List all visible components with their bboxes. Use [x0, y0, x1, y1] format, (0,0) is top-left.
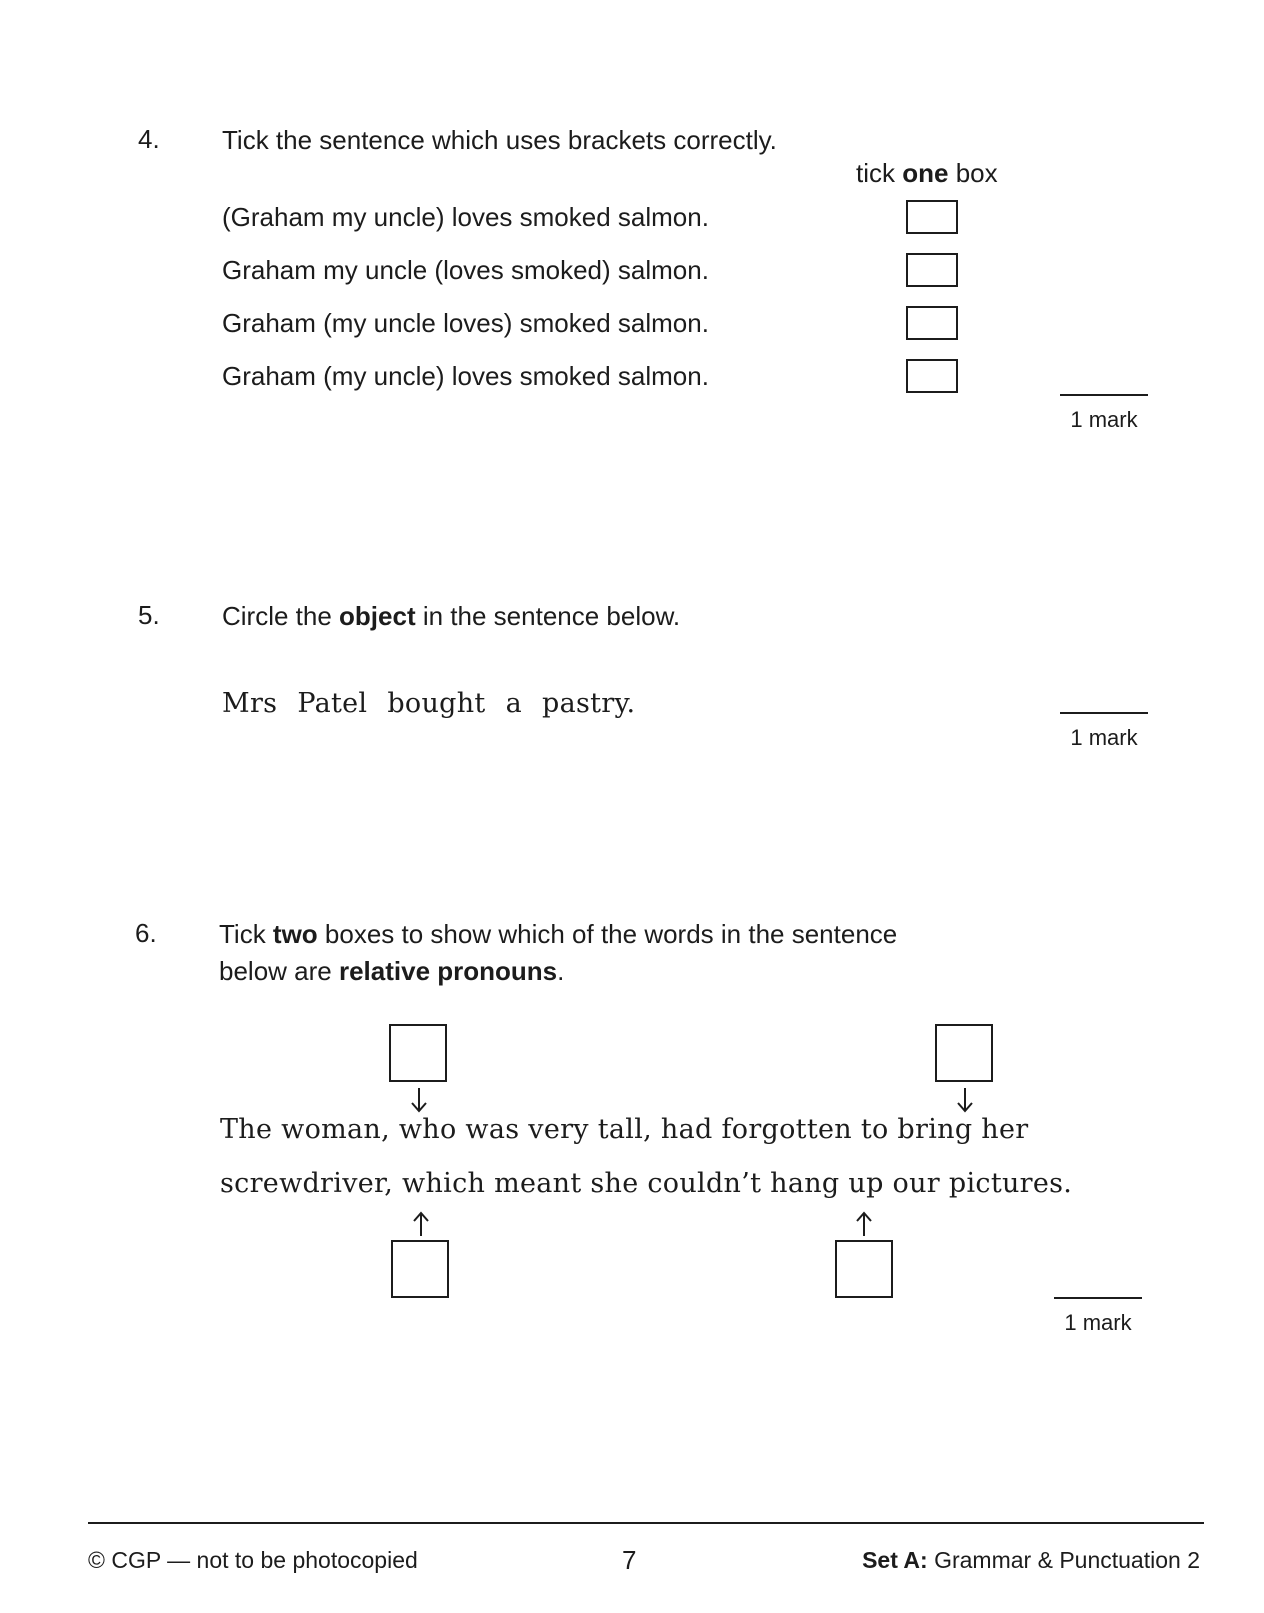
- footer-rule: [88, 1522, 1204, 1524]
- footer-set-name: Grammar & Punctuation 2: [927, 1547, 1200, 1573]
- tick-instruction-suffix: box: [948, 158, 998, 188]
- tick-instruction: [856, 158, 998, 189]
- q5-mark-line: [1060, 712, 1148, 714]
- tick-instruction-prefix: tick: [856, 158, 903, 188]
- q6-line2-suffix: .: [557, 956, 565, 986]
- q5-word-bought[interactable]: bought: [387, 688, 486, 719]
- q5-word-patel[interactable]: Patel: [297, 688, 368, 719]
- q5-prompt-prefix: Circle the: [222, 601, 340, 631]
- q6-prompt-line-1: [219, 916, 897, 953]
- q6-line1-prefix: Tick: [219, 919, 273, 949]
- q4-option-1: (Graham my uncle) loves smoked salmon.: [222, 202, 709, 232]
- q4-tick-box-3[interactable]: [906, 306, 958, 340]
- question-4-prompt: Tick the sentence which uses brackets correctly.: [222, 125, 777, 155]
- q6-box-she[interactable]: [835, 1240, 893, 1298]
- q5-word-pastry[interactable]: pastry.: [542, 688, 636, 719]
- arrow-down-icon: [953, 1086, 977, 1114]
- q4-tick-box-2[interactable]: [906, 253, 958, 287]
- footer-copyright: © CGP — not to be photocopied: [88, 1547, 418, 1573]
- q5-mark-label: 1 mark: [1070, 725, 1138, 750]
- q6-sentence-line-1: The woman, who was very tall, had forgotten to bring her: [220, 1114, 1029, 1145]
- q6-mark-label: 1 mark: [1064, 1310, 1132, 1335]
- q6-prompt-line-2: [219, 953, 897, 990]
- q4-option-3: Graham (my uncle loves) smoked salmon.: [222, 308, 709, 338]
- footer-set-label: Set A:: [862, 1547, 928, 1573]
- q4-option-4: Graham (my uncle) loves smoked salmon.: [222, 361, 709, 391]
- question-5-number: 5.: [138, 600, 160, 630]
- arrow-up-icon: [852, 1210, 876, 1238]
- question-6-prompt: [219, 916, 897, 990]
- q5-word-a[interactable]: a: [505, 688, 522, 719]
- q6-box-who[interactable]: [389, 1024, 447, 1082]
- arrow-down-icon: [407, 1086, 431, 1114]
- footer-set-title: [862, 1547, 1200, 1574]
- q5-word-mrs[interactable]: Mrs: [222, 688, 278, 719]
- q6-line2-bold: relative pronouns: [338, 956, 558, 986]
- q6-line1-bold: two: [272, 919, 318, 949]
- question-4-number: 4.: [138, 124, 160, 154]
- q4-option-2: Graham my uncle (loves smoked) salmon.: [222, 255, 709, 285]
- q6-sentence-line-2: screwdriver, which meant she couldn’t hang up our pictures.: [220, 1168, 1073, 1199]
- q5-prompt-bold: object: [339, 601, 416, 631]
- q4-mark-label: 1 mark: [1070, 407, 1138, 432]
- q6-mark-line: [1054, 1297, 1142, 1299]
- tick-instruction-bold: one: [902, 158, 949, 188]
- q5-sentence: [222, 688, 635, 719]
- q4-mark-line: [1060, 394, 1148, 396]
- q4-tick-box-1[interactable]: [906, 200, 958, 234]
- q6-line2-prefix: below are: [219, 956, 339, 986]
- q4-tick-box-4[interactable]: [906, 359, 958, 393]
- q6-box-her[interactable]: [935, 1024, 993, 1082]
- question-5-prompt: [222, 598, 680, 635]
- q5-prompt-suffix: in the sentence below.: [415, 601, 681, 631]
- q6-line1-suffix: boxes to show which of the words in the sentence: [317, 919, 898, 949]
- question-6-number: 6.: [135, 918, 157, 948]
- footer-page-number: 7: [622, 1545, 637, 1575]
- arrow-up-icon: [409, 1210, 433, 1238]
- q6-box-which[interactable]: [391, 1240, 449, 1298]
